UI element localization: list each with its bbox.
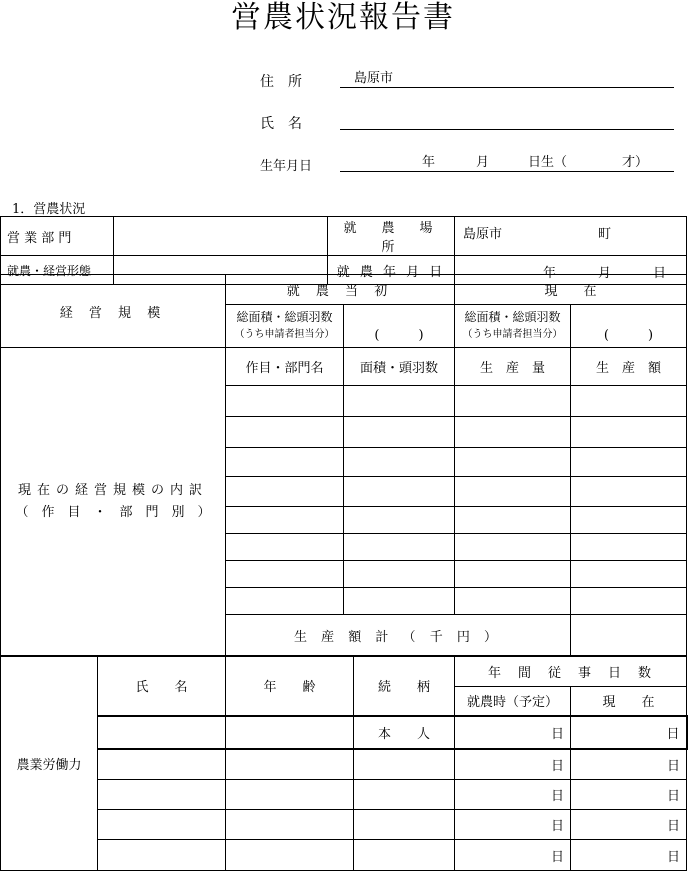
document-title: 営農状況報告書 xyxy=(231,0,455,35)
initial-area-text: 総面積・総頭羽数 xyxy=(236,310,333,324)
cell[interactable] xyxy=(571,588,687,615)
start-day: 日 xyxy=(653,266,667,281)
dept-label: 営 業 部 門 xyxy=(1,217,114,256)
cell[interactable] xyxy=(226,561,344,588)
col-age: 年 齢 xyxy=(226,657,354,716)
cell[interactable] xyxy=(344,417,455,448)
current-area-input[interactable]: ( ) xyxy=(571,305,687,348)
cell[interactable] xyxy=(571,417,687,448)
cell[interactable] xyxy=(455,534,571,561)
cell[interactable] xyxy=(571,386,687,417)
address-value: 島原市 xyxy=(354,71,394,86)
current-area-text: 総面積・総頭羽数 xyxy=(464,310,561,324)
labor-row-self xyxy=(1,716,687,749)
days-now-input[interactable]: 日 xyxy=(571,780,687,810)
cell[interactable] xyxy=(226,448,344,477)
cell[interactable] xyxy=(344,588,455,615)
col-name: 氏 名 xyxy=(98,657,226,716)
cell[interactable] xyxy=(571,448,687,477)
col-crop: 作目・部門名 xyxy=(226,348,344,386)
scale-table xyxy=(0,274,687,656)
start-month: 月 xyxy=(598,266,612,281)
age-input[interactable] xyxy=(226,716,354,749)
cell[interactable] xyxy=(455,588,571,615)
cell[interactable] xyxy=(571,534,687,561)
name-input[interactable] xyxy=(98,716,226,749)
scale-label: 経 営 規 模 xyxy=(1,275,226,348)
start-date-label: 就 農 年 月 日 xyxy=(328,256,455,285)
cell[interactable] xyxy=(455,448,571,477)
cell[interactable] xyxy=(226,386,344,417)
form-label: 就農・経営形態 xyxy=(1,256,114,285)
days-start-input[interactable]: 日 xyxy=(455,716,571,749)
breakdown-label-line2: （ 作 目 ・ 部 門 別 ） xyxy=(15,504,211,520)
initial-area-label xyxy=(226,305,344,348)
relation-input[interactable] xyxy=(354,840,455,871)
col-relation: 続 柄 xyxy=(354,657,455,716)
cell[interactable] xyxy=(344,561,455,588)
dob-year: 年 xyxy=(422,155,436,170)
name-label: 氏 名 xyxy=(260,116,302,132)
days-start-input[interactable]: 日 xyxy=(455,749,571,780)
farm-place-city: 島原市 xyxy=(463,227,503,242)
dob-month: 月 xyxy=(476,155,490,170)
labor-row xyxy=(1,810,687,840)
farm-place-label: 就 農 場 所 xyxy=(328,217,455,256)
initial-area-sub: （うち申請者担当分） xyxy=(234,329,335,340)
age-input[interactable] xyxy=(226,840,354,871)
dept-input[interactable] xyxy=(114,217,328,256)
cell[interactable] xyxy=(571,507,687,534)
cell[interactable] xyxy=(344,386,455,417)
col-volume: 生 産 量 xyxy=(455,348,571,386)
name-input[interactable] xyxy=(98,780,226,810)
cell[interactable] xyxy=(455,386,571,417)
relation-input[interactable] xyxy=(354,780,455,810)
cell[interactable] xyxy=(344,477,455,507)
cell[interactable] xyxy=(226,507,344,534)
cell[interactable] xyxy=(226,417,344,448)
days-start-input[interactable]: 日 xyxy=(455,780,571,810)
cell[interactable] xyxy=(226,477,344,507)
breakdown-label xyxy=(1,348,226,656)
cell[interactable] xyxy=(226,534,344,561)
age-input[interactable] xyxy=(226,749,354,780)
total-label: 生 産 額 計 （ 千 円 ） xyxy=(226,615,571,656)
cell[interactable] xyxy=(455,561,571,588)
address-label: 住 所 xyxy=(260,74,302,90)
current-area-label xyxy=(455,305,571,348)
days-now-input[interactable]: 日 xyxy=(571,716,687,749)
dob-age: 才） xyxy=(622,155,649,170)
labor-row xyxy=(1,840,687,871)
farm-place-town: 町 xyxy=(598,227,612,242)
col-area: 面積・頭羽数 xyxy=(344,348,455,386)
col-days-now: 現 在 xyxy=(571,687,687,716)
cell[interactable] xyxy=(455,507,571,534)
name-field[interactable] xyxy=(340,112,674,130)
total-input[interactable] xyxy=(571,615,687,656)
name-input[interactable] xyxy=(98,810,226,840)
farm-place-input[interactable] xyxy=(455,217,687,256)
cell[interactable] xyxy=(455,477,571,507)
address-field[interactable] xyxy=(340,70,674,88)
days-start-input[interactable]: 日 xyxy=(455,840,571,871)
current-label: 現 在 xyxy=(455,275,687,305)
initial-area-input[interactable]: ( ) xyxy=(344,305,455,348)
cell[interactable] xyxy=(455,417,571,448)
cell[interactable] xyxy=(344,448,455,477)
dob-field[interactable] xyxy=(340,154,674,172)
days-now-input[interactable]: 日 xyxy=(571,810,687,840)
name-input[interactable] xyxy=(98,840,226,871)
col-days: 年 間 従 事 日 数 xyxy=(455,657,687,687)
days-now-input[interactable]: 日 xyxy=(571,749,687,780)
col-amount: 生 産 額 xyxy=(571,348,687,386)
cell[interactable] xyxy=(571,561,687,588)
age-input[interactable] xyxy=(226,810,354,840)
name-input[interactable] xyxy=(98,749,226,780)
cell[interactable] xyxy=(344,507,455,534)
days-start-input[interactable]: 日 xyxy=(455,810,571,840)
breakdown-label-line1: 現在の経営規模の内訳 xyxy=(17,482,208,498)
labor-row xyxy=(1,780,687,810)
dob-day-born: 日生（ xyxy=(528,155,568,170)
cell[interactable] xyxy=(226,588,344,615)
relation-input[interactable] xyxy=(354,810,455,840)
col-days-start: 就農時（予定） xyxy=(455,687,571,716)
initial-label: 就 農 当 初 xyxy=(226,275,455,305)
labor-row xyxy=(1,749,687,780)
labor-label: 農業労働力 xyxy=(1,657,98,871)
labor-table xyxy=(0,656,688,871)
age-input[interactable] xyxy=(226,780,354,810)
current-area-sub: （うち申請者担当分） xyxy=(462,329,563,340)
relation-input[interactable] xyxy=(354,749,455,780)
dob-label: 生年月日 xyxy=(260,159,313,174)
section-heading: 1．営農状況 xyxy=(12,202,86,217)
cell[interactable] xyxy=(571,477,687,507)
cell[interactable] xyxy=(344,534,455,561)
relation-self: 本 人 xyxy=(354,716,455,749)
days-now-input[interactable]: 日 xyxy=(571,840,687,871)
start-year: 年 xyxy=(543,266,557,281)
